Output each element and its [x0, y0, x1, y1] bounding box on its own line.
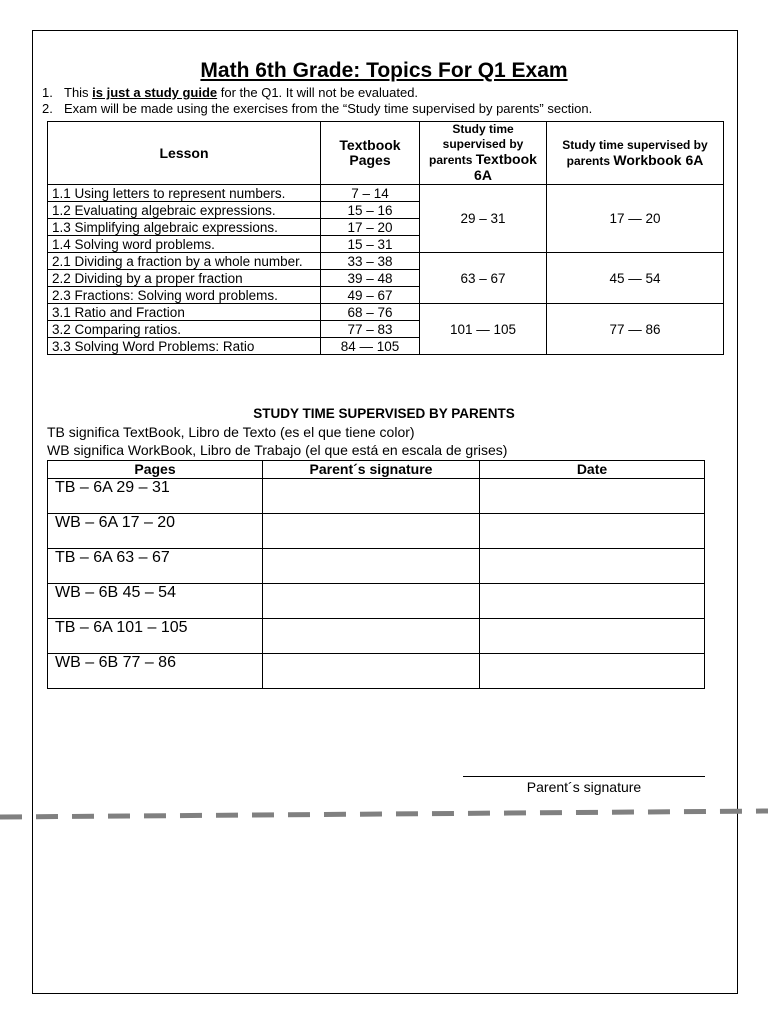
lesson-cell: 2.2 Dividing by a proper fraction	[48, 270, 321, 287]
workbook-range-cell: 45 — 54	[547, 253, 724, 304]
cut-line	[0, 805, 768, 825]
date-cell[interactable]	[480, 514, 705, 549]
signature-table	[47, 460, 705, 689]
note-number: 2.	[42, 101, 53, 116]
signature-cell[interactable]	[263, 584, 480, 619]
pages-cell: 39 – 48	[321, 270, 420, 287]
date-cell[interactable]	[480, 619, 705, 654]
table-row	[48, 654, 705, 689]
table-row	[48, 514, 705, 549]
textbook-range-cell: 29 – 31	[420, 185, 547, 253]
table-header-row	[48, 461, 705, 479]
pages-cell: 68 – 76	[321, 304, 420, 321]
date-cell[interactable]	[480, 479, 705, 514]
date-cell[interactable]	[480, 654, 705, 689]
note-emphasis: is just a study guide	[92, 85, 218, 100]
table-header-row	[48, 122, 724, 185]
tb-meaning: TB significa TextBook, Libro de Texto (es el que tiene color)	[47, 424, 415, 440]
lesson-cell: 1.1 Using letters to represent numbers.	[48, 185, 321, 202]
pages-cell: 77 – 83	[321, 321, 420, 338]
note-text: for the Q1. It will not be evaluated.	[217, 85, 419, 100]
workbook-range-cell: 17 — 20	[547, 185, 724, 253]
textbook-range-cell: 101 — 105	[420, 304, 547, 355]
note-number: 1.	[42, 85, 53, 100]
signature-cell[interactable]	[263, 619, 480, 654]
textbook-range-cell: 63 – 67	[420, 253, 547, 304]
lesson-cell: 3.2 Comparing ratios.	[48, 321, 321, 338]
lesson-cell: 1.3 Simplifying algebraic expressions.	[48, 219, 321, 236]
table-row	[48, 304, 724, 321]
date-cell[interactable]	[480, 549, 705, 584]
pages-cell: 49 – 67	[321, 287, 420, 304]
table-row	[48, 185, 724, 202]
pages-cell: 84 — 105	[321, 338, 420, 355]
pages-cell: WB – 6B 45 – 54	[48, 584, 263, 619]
pages-cell: TB – 6A 29 – 31	[48, 479, 263, 514]
workbook-range-cell: 77 — 86	[547, 304, 724, 355]
table-row	[48, 549, 705, 584]
signature-cell[interactable]	[263, 479, 480, 514]
signature-cell[interactable]	[263, 514, 480, 549]
pages-cell: WB – 6A 17 – 20	[48, 514, 263, 549]
note-text: This	[64, 85, 93, 100]
lesson-cell: 1.2 Evaluating algebraic expressions.	[48, 202, 321, 219]
note-item	[42, 85, 592, 101]
lesson-cell: 1.4 Solving word problems.	[48, 236, 321, 253]
signature-header: Parent´s signature	[263, 461, 480, 479]
date-header: Date	[480, 461, 705, 479]
textbook-study-header: Study time supervised by parents Textbook 6A	[420, 122, 547, 185]
signature-line[interactable]	[463, 776, 705, 777]
lesson-cell: 3.1 Ratio and Fraction	[48, 304, 321, 321]
table-row	[48, 253, 724, 270]
notes-list	[42, 85, 592, 117]
topics-table	[47, 121, 724, 355]
page-title: Math 6th Grade: Topics For Q1 Exam	[200, 59, 568, 82]
pages-header: Pages	[48, 461, 263, 479]
pages-cell: 33 – 38	[321, 253, 420, 270]
study-section-title: STUDY TIME SUPERVISED BY PARENTS	[253, 406, 515, 421]
signature-cell[interactable]	[263, 549, 480, 584]
table-row	[48, 619, 705, 654]
table-row	[48, 479, 705, 514]
pages-cell: TB – 6A 101 – 105	[48, 619, 263, 654]
lesson-cell: 2.3 Fractions: Solving word problems.	[48, 287, 321, 304]
lesson-cell: 3.3 Solving Word Problems: Ratio	[48, 338, 321, 355]
pages-cell: 15 – 31	[321, 236, 420, 253]
pages-cell: TB – 6A 63 – 67	[48, 549, 263, 584]
pages-cell: WB – 6B 77 – 86	[48, 654, 263, 689]
workbook-study-header: Study time supervised by parents Workbook 6A	[547, 122, 724, 185]
textbook-pages-header: Textbook Pages	[321, 122, 420, 185]
wb-meaning: WB significa WorkBook, Libro de Trabajo (el que está en escala de grises)	[47, 442, 508, 458]
lesson-header: Lesson	[48, 122, 321, 185]
lesson-cell: 2.1 Dividing a fraction by a whole number.	[48, 253, 321, 270]
signature-cell[interactable]	[263, 654, 480, 689]
note-text: Exam will be made using the exercises from the “Study time supervised by parents” section.	[64, 101, 593, 116]
pages-cell: 15 – 16	[321, 202, 420, 219]
signature-label: Parent´s signature	[526, 779, 642, 795]
note-item	[42, 101, 592, 117]
date-cell[interactable]	[480, 584, 705, 619]
pages-cell: 17 – 20	[321, 219, 420, 236]
pages-cell: 7 – 14	[321, 185, 420, 202]
table-row	[48, 584, 705, 619]
